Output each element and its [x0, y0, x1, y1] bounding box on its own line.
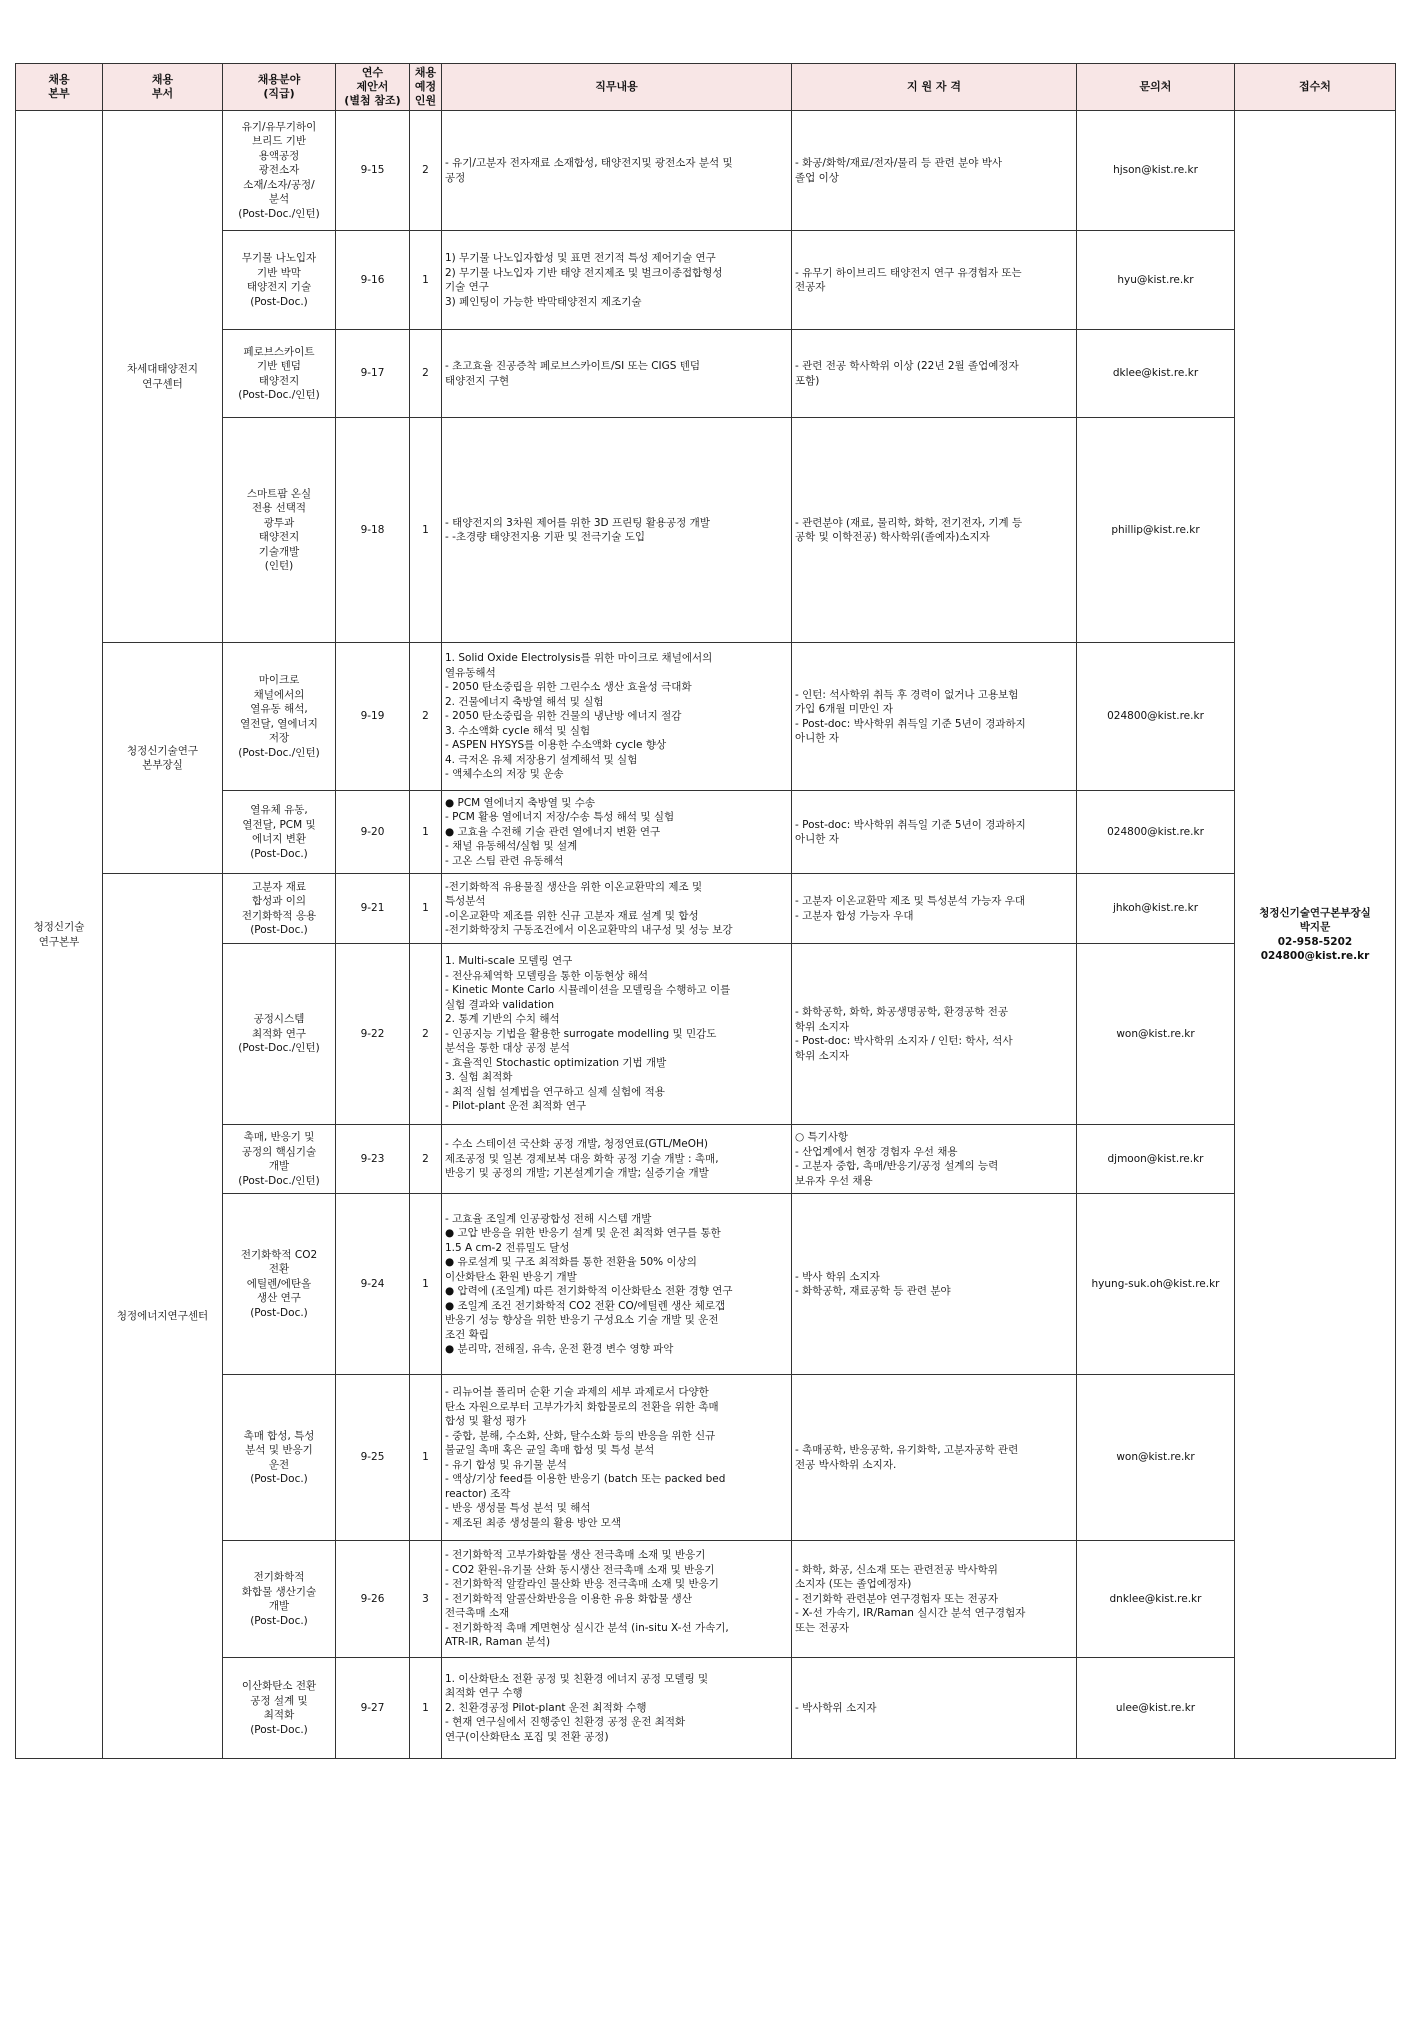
contact-cell: jhkoh@kist.re.kr — [1077, 874, 1235, 944]
headcount-cell: 1 — [410, 791, 442, 874]
reception-person: 박지문 — [1299, 921, 1331, 933]
field-cell: 열유체 유동, 열전달, PCM 및 에너지 변환 (Post-Doc.) — [223, 791, 336, 874]
headcount-cell: 1 — [410, 1658, 442, 1759]
table-row — [16, 231, 1396, 330]
field-cell: 전기화학적 CO2 전환 에틸렌/에탄올 생산 연구 (Post-Doc.) — [223, 1194, 336, 1375]
field-cell: 고분자 재료 합성과 이의 전기화학적 응용 (Post-Doc.) — [223, 874, 336, 944]
proposal-code-cell: 9-25 — [336, 1375, 410, 1541]
table-row — [16, 944, 1396, 1125]
contact-cell: djmoon@kist.re.kr — [1077, 1125, 1235, 1194]
header-field: 채용분야 (직급) — [223, 64, 336, 111]
header-proposal-code: 연수 제안서 (별첨 참조) — [336, 64, 410, 111]
field-cell: 스마트팜 온실 전용 선택적 광투과 태양전지 기술개발 (인턴) — [223, 418, 336, 643]
reception-cell — [1235, 111, 1396, 1759]
field-cell: 촉매 합성, 특성 분석 및 반응기 운전 (Post-Doc.) — [223, 1375, 336, 1541]
qualifications-cell: - 박사학위 소지자 — [792, 1658, 1077, 1759]
proposal-code-cell: 9-24 — [336, 1194, 410, 1375]
reception-email: 024800@kist.re.kr — [1260, 950, 1370, 962]
field-cell: 촉매, 반응기 및 공정의 핵심기술 개발 (Post-Doc./인턴) — [223, 1125, 336, 1194]
table-row — [16, 418, 1396, 643]
contact-cell: hyu@kist.re.kr — [1077, 231, 1235, 330]
duties-cell: - 전기화학적 고부가화합물 생산 전극촉매 소재 및 반응기 - CO2 환원-유기물 산화 동시생산 전극촉매 소재 및 반응기 - 전기화학적 알칼라인 물산화 반응 전극촉매 소재 및 반응기 - 전기화학적 알콜산화반응을 이용한 유용 화합물 생산 전극촉매 소재 - 전기화학적 촉매 계면현상 실시간 분석 (in-situ X-선 가속기, ATR-IR, Raman 분석) — [442, 1541, 792, 1658]
field-cell: 공정시스템 최적화 연구 (Post-Doc./인턴) — [223, 944, 336, 1125]
proposal-code-cell: 9-20 — [336, 791, 410, 874]
contact-cell: dklee@kist.re.kr — [1077, 330, 1235, 418]
proposal-code-cell: 9-17 — [336, 330, 410, 418]
header-qualifications: 지 원 자 격 — [792, 64, 1077, 111]
proposal-code-cell: 9-21 — [336, 874, 410, 944]
qualifications-cell: - 관련 전공 학사학위 이상 (22년 2월 졸업예정자 포함) — [792, 330, 1077, 418]
proposal-code-cell: 9-15 — [336, 111, 410, 231]
headcount-cell: 1 — [410, 1194, 442, 1375]
table-row — [16, 1125, 1396, 1194]
proposal-code-cell: 9-27 — [336, 1658, 410, 1759]
contact-cell: ulee@kist.re.kr — [1077, 1658, 1235, 1759]
duties-cell: - 고효율 조일계 인공광합성 전해 시스템 개발 ● 고압 반응을 위한 반응기 설계 및 운전 최적화 연구를 통한 1.5 A cm-2 전류밀도 달성 ● 유로설계 및 구조 최적화를 통한 전환율 50% 이상의 이산화탄소 환원 반응기 개발 ● 압력에 (조일계) 따른 전기화학적 이산화탄소 전환 경향 연구 ● 조일계 조건 전기화학적 CO2 전환 CO/에틸렌 생산 체로갭 반응기 성능 향상을 위한 반응기 구성요소 기술 개발 및 운전 조건 확립 ● 분리막, 전해질, 유속, 운전 환경 변수 영향 파악 — [442, 1194, 792, 1375]
reception-phone: 02-958-5202 — [1277, 935, 1353, 948]
header-duties: 직무내용 — [442, 64, 792, 111]
contact-cell: hjson@kist.re.kr — [1077, 111, 1235, 231]
field-cell: 유기/유무기하이 브리드 기반 용액공정 광전소자 소재/소자/공정/ 분석 (Post-Doc./인턴) — [223, 111, 336, 231]
proposal-code-cell: 9-23 — [336, 1125, 410, 1194]
qualifications-cell: - 화공/화학/재료/전자/물리 등 관련 분야 박사 졸업 이상 — [792, 111, 1077, 231]
contact-cell: won@kist.re.kr — [1077, 1375, 1235, 1541]
qualifications-cell: - 유무기 하이브리드 태양전지 연구 유경험자 또는 전공자 — [792, 231, 1077, 330]
table-row — [16, 111, 1396, 231]
headcount-cell: 2 — [410, 643, 442, 791]
headcount-cell: 1 — [410, 874, 442, 944]
qualifications-cell: - 고분자 이온교환막 제조 및 특성분석 가능자 우대 - 고분자 합성 가능자 우대 — [792, 874, 1077, 944]
table-row — [16, 791, 1396, 874]
department-cell: 청정에너지연구센터 — [103, 874, 223, 1759]
duties-cell: -전기화학적 유용물질 생산을 위한 이온교환막의 제조 및 특성분석 -이온교환막 제조를 위한 신규 고분자 재료 설계 및 합성 -전기화학장치 구동조건에서 이온교환막의 내구성 및 성능 보강 — [442, 874, 792, 944]
table-row — [16, 1658, 1396, 1759]
table-row — [16, 643, 1396, 791]
contact-cell: hyung-suk.oh@kist.re.kr — [1077, 1194, 1235, 1375]
duties-cell: - 초고효율 진공증착 페로브스카이트/SI 또는 CIGS 텐덤 태양전지 구현 — [442, 330, 792, 418]
header-contact: 문의처 — [1077, 64, 1235, 111]
duties-cell: - 유기/고분자 전자재료 소재합성, 태양전지및 광전소자 분석 및 공정 — [442, 111, 792, 231]
header-department: 채용 부서 — [103, 64, 223, 111]
contact-cell: 024800@kist.re.kr — [1077, 643, 1235, 791]
duties-cell: - 태양전지의 3차원 제어를 위한 3D 프린팅 활용공정 개발 - -초경량 태양전지용 기판 및 전극기술 도입 — [442, 418, 792, 643]
duties-cell: 1. 이산화탄소 전환 공정 및 친환경 에너지 공정 모델링 및 최적화 연구 수행 2. 친환경공정 Pilot-plant 운전 최적화 수행 - 현재 연구실에서 진행중인 친환경 공정 운전 최적화 연구(이산화탄소 포집 및 전환 공정) — [442, 1658, 792, 1759]
table-row — [16, 1375, 1396, 1541]
duties-cell: 1. Solid Oxide Electrolysis를 위한 마이크로 채널에서의 열유동해석 - 2050 탄소중립을 위한 그린수소 생산 효율성 극대화 2. 건물에너지 축방열 해석 및 실험 - 2050 탄소중립을 위한 건물의 냉난방 에너지 절감 3. 수소액화 cycle 해석 및 실험 - ASPEN HYSYS를 이용한 수소액화 cycle 향상 4. 극저온 유체 저장용기 설계해석 및 실험 - 액체수소의 저장 및 운송 — [442, 643, 792, 791]
proposal-code-cell: 9-18 — [336, 418, 410, 643]
headcount-cell: 2 — [410, 944, 442, 1125]
duties-cell: ● PCM 열에너지 축방열 및 수송 - PCM 활용 열에너지 저장/수송 특성 해석 및 실험 ● 고효율 수전해 기술 관련 열에너지 변환 연구 - 채널 유동해석/실험 및 설계 - 고온 스팀 관련 유동해석 — [442, 791, 792, 874]
duties-cell: - 수소 스테이션 국산화 공정 개발, 청정연료(GTL/MeOH) 제조공정 및 일본 경제보복 대응 화학 공정 기술 개발 : 촉매, 반응기 및 공정의 개발; 기본설계기술 개발; 실증기술 개발 — [442, 1125, 792, 1194]
proposal-code-cell: 9-19 — [336, 643, 410, 791]
field-cell: 이산화탄소 전환 공정 설계 및 최적화 (Post-Doc.) — [223, 1658, 336, 1759]
field-cell: 마이크로 채널에서의 열유동 해석, 열전달, 열에너지 저장 (Post-Doc./인턴) — [223, 643, 336, 791]
qualifications-cell: - 인턴: 석사학위 취득 후 경력이 없거나 고용보험 가입 6개월 미만인 자 - Post-doc: 박사학위 취득일 기준 5년이 경과하지 아니한 자 — [792, 643, 1077, 791]
headcount-cell: 1 — [410, 1375, 442, 1541]
field-cell: 무기물 나노입자 기반 박막 태양전지 기술 (Post-Doc.) — [223, 231, 336, 330]
qualifications-cell: - 화학, 화공, 신소재 또는 관련전공 박사학위 소지자 (또는 졸업예정자) - 전기화학 관련분야 연구경험자 또는 전공자 - X-선 가속기, IR/Raman 실시간 분석 연구경험자 또는 전공자 — [792, 1541, 1077, 1658]
proposal-code-cell: 9-16 — [336, 231, 410, 330]
header-division: 채용 본부 — [16, 64, 103, 111]
table-row — [16, 874, 1396, 944]
duties-cell: - 리뉴어블 폴리머 순환 기술 과제의 세부 과제로서 다양한 탄소 자원으로부터 고부가가치 화합물로의 전환을 위한 촉매 합성 및 활성 평가 - 중합, 분해, 수소화, 산화, 탈수소화 등의 반응을 위한 신규 불균일 촉매 혹은 균일 촉매 합성 및 특성 분석 - 유기 합성 및 유기물 분석 - 액상/기상 feed를 이용한 반응기 (batch 또는 packed bed reactor) 조작 - 반응 생성물 특성 분석 및 해석 - 제조된 최종 생성물의 활용 방안 모색 — [442, 1375, 792, 1541]
reception-name: 청정신기술연구본부장실 — [1259, 906, 1371, 919]
field-cell: 페로브스카이트 기반 텐덤 태양전지 (Post-Doc./인턴) — [223, 330, 336, 418]
headcount-cell: 1 — [410, 418, 442, 643]
recruitment-table — [15, 63, 1396, 1759]
qualifications-cell: - Post-doc: 박사학위 취득일 기준 5년이 경과하지 아니한 자 — [792, 791, 1077, 874]
proposal-code-cell: 9-22 — [336, 944, 410, 1125]
qualifications-cell: ○ 특기사항 - 산업계에서 현장 경험자 우선 채용 - 고분자 중합, 촉매/반응기/공정 설계의 능력 보유자 우선 채용 — [792, 1125, 1077, 1194]
division-cell: 청정신기술 연구본부 — [16, 111, 103, 1759]
duties-cell: 1) 무기물 나노입자합성 및 표면 전기적 특성 제어기술 연구 2) 무기물 나노입자 기반 태양 전지제조 및 벌크이종접합형성 기술 연구 3) 페인팅이 가능한 박막태양전지 제조기술 — [442, 231, 792, 330]
header-headcount: 채용 예정 인원 — [410, 64, 442, 111]
contact-cell: won@kist.re.kr — [1077, 944, 1235, 1125]
qualifications-cell: - 촉매공학, 반응공학, 유기화학, 고분자공학 관련 전공 박사학위 소지자. — [792, 1375, 1077, 1541]
department-cell: 차세대태양전지 연구센터 — [103, 111, 223, 643]
table-row — [16, 1194, 1396, 1375]
header-reception: 접수처 — [1235, 64, 1396, 111]
header-row — [16, 64, 1396, 111]
proposal-code-cell: 9-26 — [336, 1541, 410, 1658]
contact-cell: 024800@kist.re.kr — [1077, 791, 1235, 874]
headcount-cell: 2 — [410, 111, 442, 231]
headcount-cell: 3 — [410, 1541, 442, 1658]
qualifications-cell: - 관련분야 (재료, 물리학, 화학, 전기전자, 기계 등 공학 및 이학전공) 학사학위(졸예자)소지자 — [792, 418, 1077, 643]
contact-cell: dnklee@kist.re.kr — [1077, 1541, 1235, 1658]
field-cell: 전기화학적 화합물 생산기술 개발 (Post-Doc.) — [223, 1541, 336, 1658]
table-row — [16, 330, 1396, 418]
duties-cell: 1. Multi-scale 모델링 연구 - 전산유체역학 모델링을 통한 이동현상 해석 - Kinetic Monte Carlo 시뮬레이션을 모델링을 수행하고 이를 실험 결과와 validation 2. 통계 기반의 수치 해석 - 인공지능 기법을 활용한 surrogate modelling 및 민감도 분석을 통한 대상 공정 분석 - 효율적인 Stochastic optimization 기법 개발 3. 실험 최적화 - 최적 실험 설계법을 연구하고 실제 실험에 적용 - Pilot-plant 운전 최적화 연구 — [442, 944, 792, 1125]
department-cell: 청정신기술연구 본부장실 — [103, 643, 223, 874]
headcount-cell: 2 — [410, 1125, 442, 1194]
contact-cell: phillip@kist.re.kr — [1077, 418, 1235, 643]
headcount-cell: 1 — [410, 231, 442, 330]
qualifications-cell: - 박사 학위 소지자 - 화학공학, 재료공학 등 관련 분야 — [792, 1194, 1077, 1375]
qualifications-cell: - 화학공학, 화학, 화공생명공학, 환경공학 전공 학위 소지자 - Post-doc: 박사학위 소지자 / 인턴: 학사, 석사 학위 소지자 — [792, 944, 1077, 1125]
headcount-cell: 2 — [410, 330, 442, 418]
table-row — [16, 1541, 1396, 1658]
